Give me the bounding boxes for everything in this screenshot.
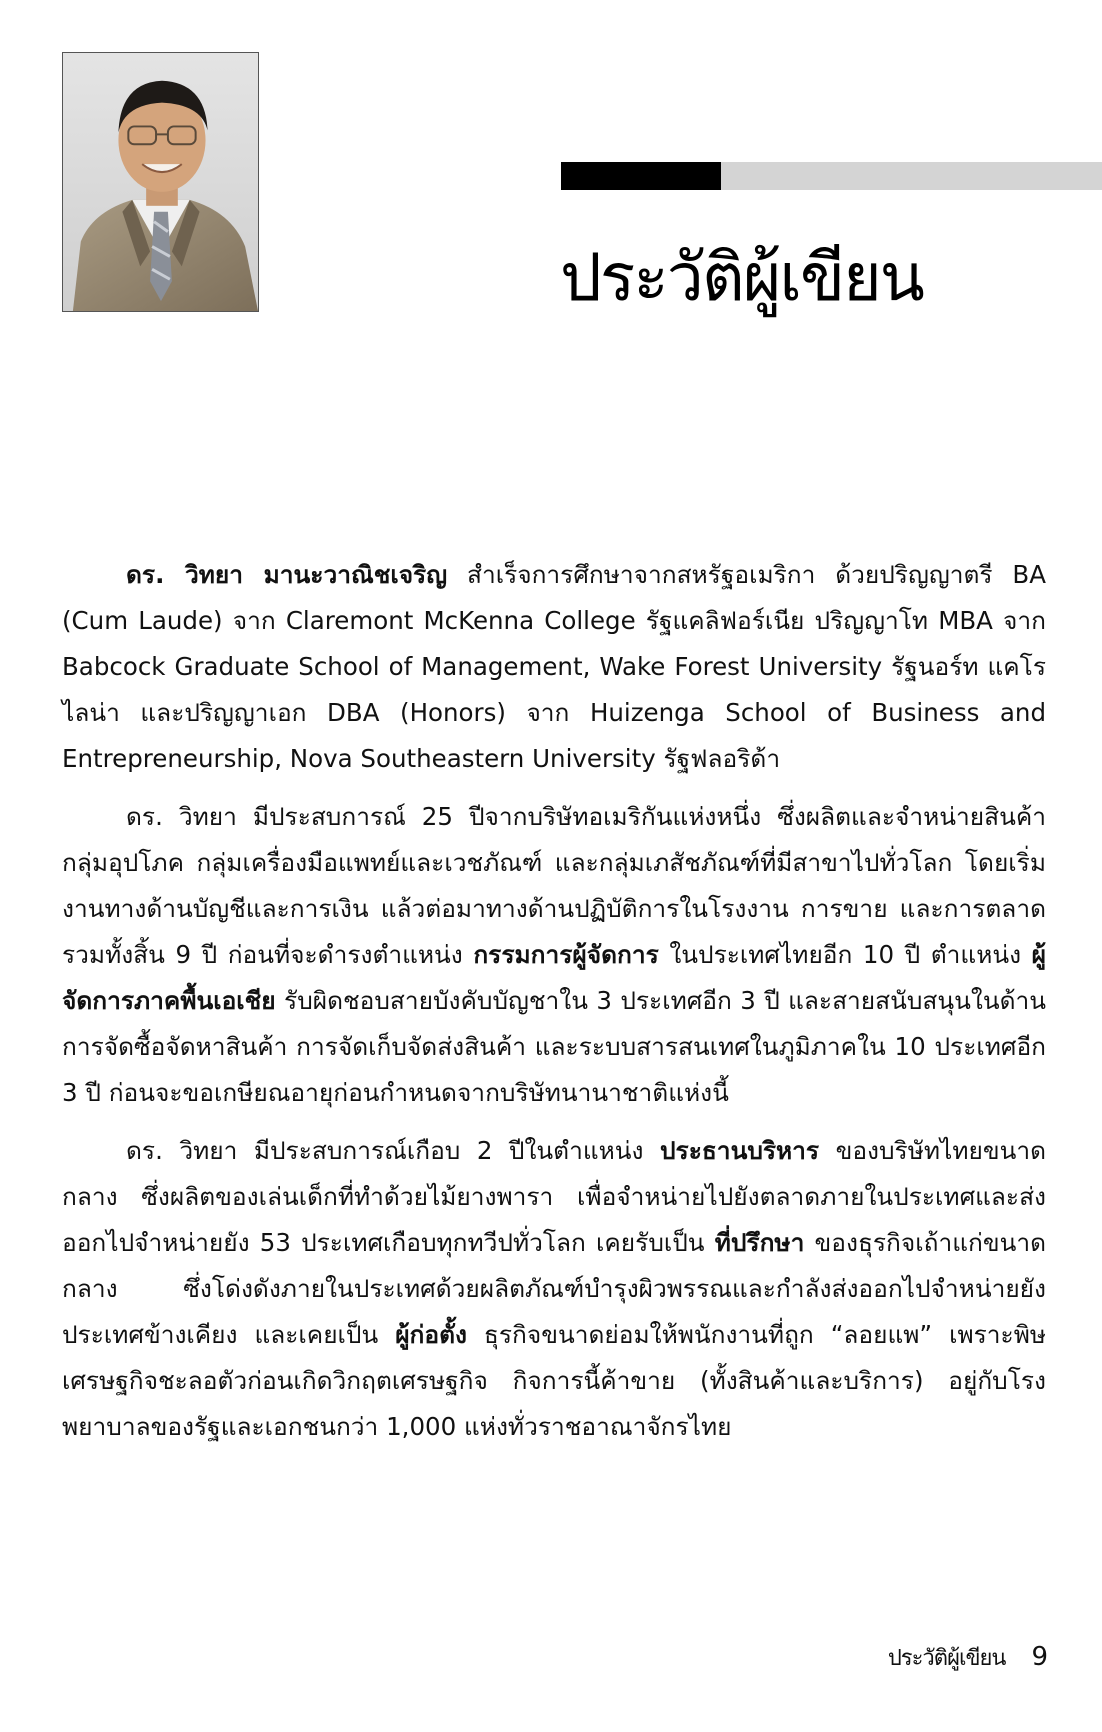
- bold-title: ประธานบริหาร: [659, 1136, 820, 1165]
- paragraph-later-career: [62, 1128, 1046, 1450]
- paragraph-text: ของบริษัทไทยขนาดกลาง ซึ่งผลิตของเล่นเด็กที่ทำด้วยไม้ยางพารา เพื่อจำหน่ายไปยังตลาดภายในประเทศและส่งออกไปจำหน่ายยัง 53 ประเทศเกือบทุกทวีปทั่วโลก เคยรับเป็น: [62, 1136, 1047, 1257]
- biography-body: [62, 552, 1046, 1462]
- author-portrait-icon: [63, 53, 258, 311]
- author-name: ดร. วิทยา มานะวาณิชเจริญ: [126, 560, 448, 589]
- paragraph-text: รับผิดชอบสายบังคับบัญชาใน 3 ประเทศอีก 3 ปี และสายสนับสนุนในด้านการจัดซื้อจัดหาสินค้า การจัดเก็บจัดส่งสินค้า และระบบสารสนเทศในภูมิภาคใน 10 ประเทศอีก 3 ปี ก่อนจะขอเกษียณอายุก่อนกำหนดจากบริษัทนานาชาติแห่งนี้: [62, 986, 1046, 1107]
- paragraph-text: ในประเทศไทยอีก 10 ปี ตำแหน่ง: [658, 940, 1032, 969]
- page-footer: [888, 1640, 1048, 1675]
- bold-title: ที่ปรึกษา: [714, 1228, 805, 1257]
- author-photo: [62, 52, 259, 312]
- bold-title: ผู้จัดการภาคพื้นเอเชีย: [62, 940, 1046, 1015]
- running-title: ประวัติผู้เขียน: [887, 1646, 1006, 1671]
- page-number: 9: [1031, 1642, 1048, 1672]
- paragraph-text: ธุรกิจขนาดย่อมให้พนักงานที่ถูก “ลอยแพ” เพราะพิษเศรษฐกิจชะลอตัวก่อนเกิดวิกฤตเศรษฐกิจ กิจการนี้ค้าขาย (ทั้งสินค้าและบริการ) อยู่กับโรงพยาบาลของรัฐและเอกชนกว่า 1,000 แห่งทั่วราชอาณาจักรไทย: [62, 1320, 1046, 1441]
- bold-title: กรรมการผู้จัดการ: [473, 940, 659, 969]
- paragraph-education: [62, 552, 1046, 782]
- paragraph-text: ของธุรกิจเถ้าแก่ขนาดกลาง ซึ่งโด่งดังภายในประเทศด้วยผลิตภัณฑ์บำรุงผิวพรรณและกำลังส่งออกไปจำหน่ายยังประเทศข้างเคียง และเคยเป็น: [62, 1228, 1046, 1349]
- page-title: ประวัติผู้เขียน: [560, 239, 923, 316]
- paragraph-text: สำเร็จการศึกษาจากสหรัฐอเมริกา ด้วยปริญญาตรี BA (Cum Laude) จาก Claremont McKenna College รัฐแคลิฟอร์เนีย ปริญญาโท MBA จาก Babcock Graduate School of Management, Wake Forest University รัฐนอร์ท แคโรไลน่า และปริญญาเอก DBA (Honors) จาก Huizenga School of Business and Entrepreneurship, Nova Southeastern University รัฐฟลอริด้า: [62, 560, 1046, 773]
- bold-title: ผู้ก่อตั้ง: [395, 1320, 467, 1349]
- paragraph-text: ดร. วิทยา มีประสบการณ์ 25 ปีจากบริษัทอเมริกันแห่งหนึ่ง ซึ่งผลิตและจำหน่ายสินค้ากลุ่มอุปโภค กลุ่มเครื่องมือแพทย์และเวชภัณฑ์ และกลุ่มเภสัชภัณฑ์ที่มีสาขาไปทั่วโลก โดยเริ่มงานทางด้านบัญชีและการเงิน แล้วต่อมาทางด้านปฏิบัติการในโรงงาน การขาย และการตลาดรวมทั้งสิ้น 9 ปี ก่อนที่จะดำรงตำแหน่ง: [62, 802, 1046, 969]
- header-accent-black: [561, 162, 721, 190]
- paragraph-career: [62, 794, 1046, 1116]
- paragraph-text: ดร. วิทยา มีประสบการณ์เกือบ 2 ปีในตำแหน่ง: [126, 1136, 660, 1165]
- header-accent-bar: [561, 162, 1102, 190]
- header-accent-gray: [721, 162, 1102, 190]
